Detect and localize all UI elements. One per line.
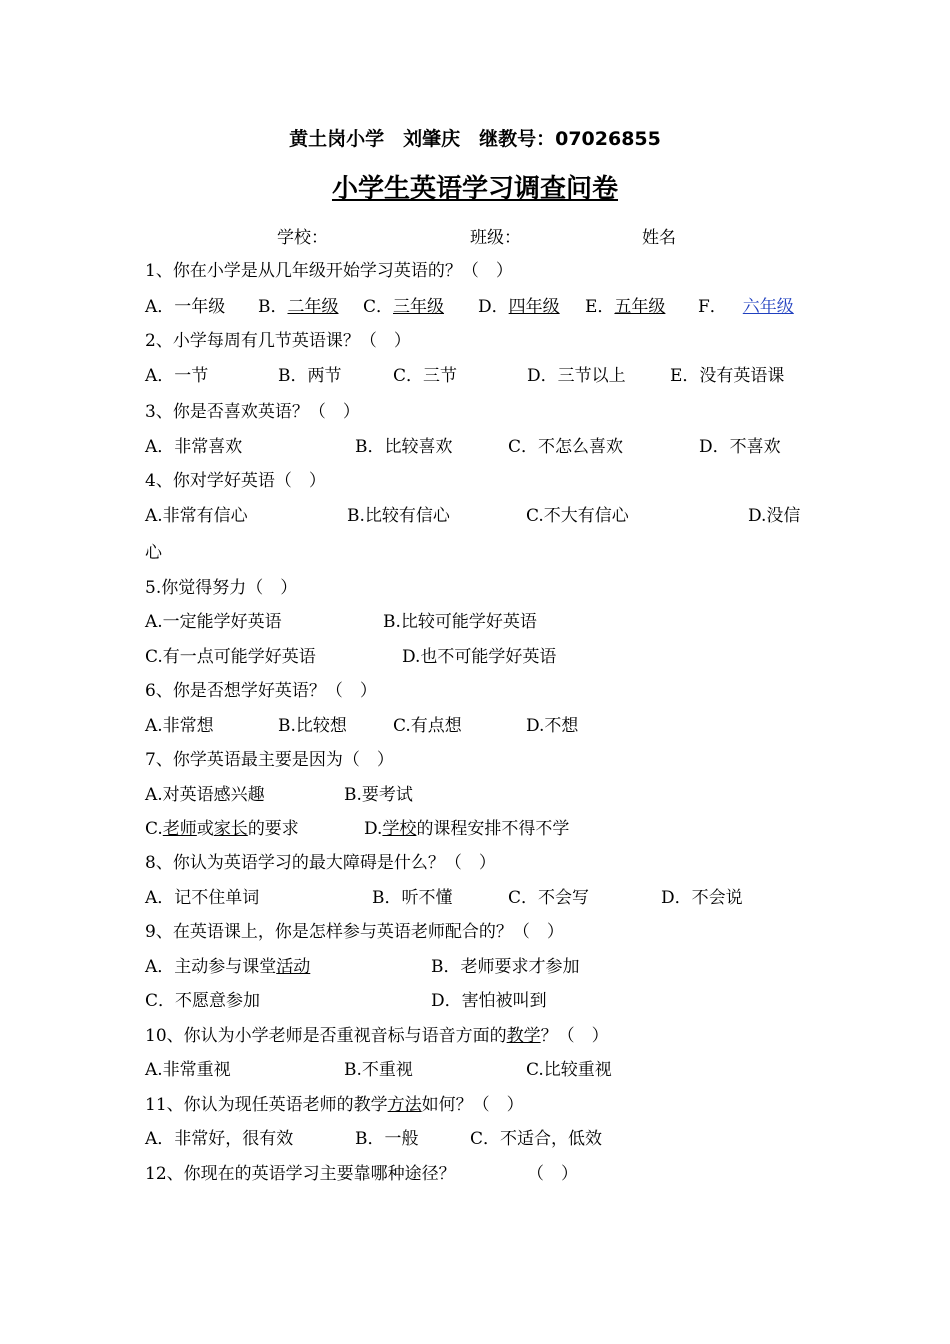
- q3-option-c: C．不怎么喜欢: [508, 437, 624, 457]
- question-3: 3、你是否喜欢英语？（ ）: [145, 402, 360, 422]
- q4-option-d-wrap: 心: [145, 543, 162, 563]
- q1-option-f-link[interactable]: 六年级: [742, 297, 794, 317]
- question-2: 2、小学每周有几节英语课？（ ）: [145, 331, 411, 351]
- q4-option-b: B.比较有信心: [347, 506, 450, 526]
- q2-option-b: B．两节: [278, 366, 342, 386]
- q3-option-d: D．不喜欢: [699, 437, 781, 457]
- question-5: 5.你觉得努力（ ）: [145, 578, 298, 598]
- q4-option-c: C.不大有信心: [526, 506, 629, 526]
- class-label: 班级：: [470, 228, 521, 248]
- question-10: 10、你认为小学老师是否重视音标与语音方面的教学？（ ）: [145, 1026, 609, 1046]
- q5-option-a: A.一定能学好英语: [145, 612, 282, 632]
- page-title: 小学生英语学习调查问卷: [331, 174, 618, 204]
- q10-option-c: C.比较重视: [526, 1060, 612, 1080]
- q7-option-b: B.要考试: [344, 785, 413, 805]
- q2-option-c: C．三节: [393, 366, 458, 386]
- q6-option-d: D.不想: [526, 716, 579, 736]
- q3-option-a: A．非常喜欢: [145, 437, 243, 457]
- q9-option-b: B．老师要求才参加: [431, 957, 580, 977]
- q8-option-d: D．不会说: [661, 888, 743, 908]
- q1-option-b: B．二年级: [258, 297, 339, 317]
- q4-option-d: D.没信: [748, 506, 801, 526]
- q9-option-d: D．害怕被叫到: [431, 991, 547, 1011]
- q8-option-b: B．听不懂: [372, 888, 453, 908]
- question-1: 1、你在小学是从几年级开始学习英语的？（ ）: [145, 261, 513, 281]
- q7-option-d: D.学校的课程安排不得不学: [364, 819, 570, 839]
- q1-option-d: D．四年级: [478, 297, 560, 317]
- q8-option-a: A．记不住单词: [145, 888, 260, 908]
- q1-option-e: E．五年级: [585, 297, 666, 317]
- q1-option-a: A．一年级: [145, 297, 226, 317]
- q11-option-a: A．非常好，很有效: [145, 1129, 294, 1149]
- question-8: 8、你认为英语学习的最大障碍是什么？（ ）: [145, 853, 496, 873]
- q9-option-a: A．主动参与课堂活动: [145, 957, 311, 977]
- q6-option-c: C.有点想: [393, 716, 462, 736]
- q2-option-d: D．三节以上: [527, 366, 626, 386]
- question-12: 12、你现在的英语学习主要靠哪种途径？: [145, 1164, 456, 1184]
- header-line: 黄土岗小学 刘肇庆 继教号：07026855: [289, 128, 661, 150]
- q2-option-e: E．没有英语课: [670, 366, 785, 386]
- q10-option-b: B.不重视: [344, 1060, 413, 1080]
- question-7: 7、你学英语最主要是因为（ ）: [145, 750, 394, 770]
- q11-option-c: C．不适合，低效: [470, 1129, 603, 1149]
- q1-option-c: C．三年级: [363, 297, 445, 317]
- q2-option-a: A．一节: [145, 366, 209, 386]
- q11-option-b: B．一般: [355, 1129, 419, 1149]
- q8-option-c: C．不会写: [508, 888, 590, 908]
- q6-option-b: B.比较想: [278, 716, 347, 736]
- q4-option-a: A.非常有信心: [145, 506, 248, 526]
- q7-option-c: C.老师或家长的要求: [145, 819, 299, 839]
- q3-option-b: B．比较喜欢: [355, 437, 453, 457]
- school-label: 学校：: [277, 228, 328, 248]
- question-9: 9、在英语课上，你是怎样参与英语老师配合的？（ ）: [145, 922, 564, 942]
- question-4: 4、你对学好英语（ ）: [145, 471, 326, 491]
- q9-option-c: C．不愿意参加: [145, 991, 261, 1011]
- q5-option-c: C.有一点可能学好英语: [145, 647, 316, 667]
- q7-option-a: A.对英语感兴趣: [145, 785, 265, 805]
- q12-answer-paren: （ ）: [527, 1164, 578, 1184]
- name-label: 姓名: [642, 228, 676, 248]
- q6-option-a: A.非常想: [145, 716, 214, 736]
- question-6: 6、你是否想学好英语？（ ）: [145, 681, 377, 701]
- q5-option-b: B.比较可能学好英语: [383, 612, 537, 632]
- question-11: 11、你认为现任英语老师的教学方法如何？（ ）: [145, 1095, 524, 1115]
- q10-option-a: A.非常重视: [145, 1060, 231, 1080]
- q5-option-d: D.也不可能学好英语: [402, 647, 557, 667]
- q1-option-f: F． 六年级: [698, 297, 794, 317]
